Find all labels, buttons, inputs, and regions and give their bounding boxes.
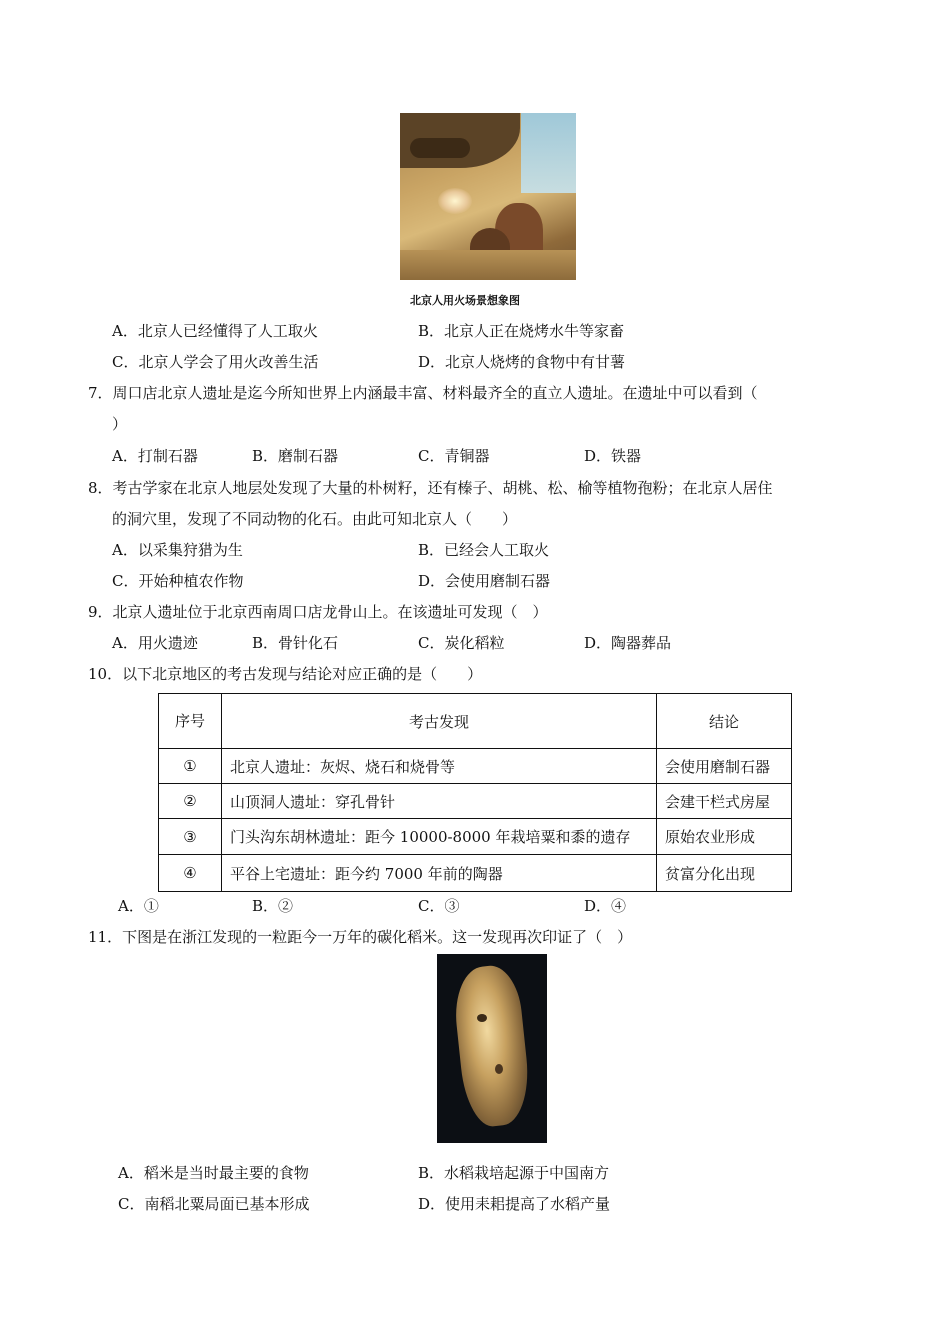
q11-stem: 11．下图是在浙江发现的一粒距今一万年的碳化稻米。这一发现再次印证了（ ） xyxy=(88,928,633,946)
q10-option-b[interactable]: B．② xyxy=(252,897,294,915)
q10-option-a[interactable]: A．① xyxy=(118,897,159,915)
q6-option-a[interactable]: A．北京人已经懂得了人工取火 xyxy=(112,322,318,340)
q11-option-d[interactable]: D．使用耒耜提高了水稻产量 xyxy=(418,1195,611,1213)
q9-option-d[interactable]: D．陶器葬品 xyxy=(584,634,672,652)
q7-stem-cont: ） xyxy=(112,415,128,433)
q10-stem: 10．以下北京地区的考古发现与结论对应正确的是（ ） xyxy=(88,665,483,683)
table-row xyxy=(159,784,792,819)
q11-option-b[interactable]: B．水稻栽培起源于中国南方 xyxy=(418,1164,610,1182)
q7-stem: 7．周口店北京人遗址是迄今所知世界上内涵最丰富、材料最齐全的直立人遗址。在遗址中可以看到（ xyxy=(88,384,758,402)
header-conclusion: 结论 xyxy=(657,694,792,749)
q11-option-c[interactable]: C．南稻北粟局面已基本形成 xyxy=(118,1195,310,1213)
table-row xyxy=(159,749,792,784)
q11-option-a[interactable]: A．稻米是当时最主要的食物 xyxy=(118,1164,309,1182)
q8-option-c[interactable]: C．开始种植农作物 xyxy=(112,572,244,590)
q9-stem: 9．北京人遗址位于北京西南周口店龙骨山上。在该遗址可发现（ ） xyxy=(88,603,548,621)
beijing-man-fire-illustration xyxy=(400,113,576,280)
q7-option-b[interactable]: B．磨制石器 xyxy=(252,447,339,465)
row-conclusion: 原始农业形成 xyxy=(657,819,792,855)
q8-option-d[interactable]: D．会使用磨制石器 xyxy=(418,572,551,590)
row-finding: 山顶洞人遗址：穿孔骨针 xyxy=(222,784,657,819)
carbonized-rice-photo xyxy=(437,954,547,1143)
header-finding: 考古发现 xyxy=(222,694,657,749)
archaeology-table xyxy=(158,693,792,892)
header-no: 序号 xyxy=(159,694,222,749)
row-no: ② xyxy=(159,784,222,819)
q8-stem: 8．考古学家在北京人地层处发现了大量的朴树籽，还有榛子、胡桃、松、榆等植物孢粉；在北京人居住 xyxy=(88,479,773,497)
row-conclusion: 会建干栏式房屋 xyxy=(657,784,792,819)
table-header-row xyxy=(159,694,792,749)
q9-option-b[interactable]: B．骨针化石 xyxy=(252,634,339,652)
row-finding: 平谷上宅遗址：距今约 7000 年前的陶器 xyxy=(222,855,657,892)
q7-option-c[interactable]: C．青铜器 xyxy=(418,447,490,465)
row-no: ① xyxy=(159,749,222,784)
q6-option-b[interactable]: B．北京人正在烧烤水牛等家畜 xyxy=(418,322,625,340)
q10-option-d[interactable]: D．④ xyxy=(584,897,627,915)
q7-option-a[interactable]: A．打制石器 xyxy=(112,447,198,465)
q6-option-c[interactable]: C．北京人学会了用火改善生活 xyxy=(112,353,319,371)
row-no: ③ xyxy=(159,819,222,855)
q8-option-a[interactable]: A．以采集狩猎为生 xyxy=(112,541,243,559)
row-no: ④ xyxy=(159,855,222,892)
row-finding: 北京人遗址：灰烬、烧石和烧骨等 xyxy=(222,749,657,784)
table-row xyxy=(159,819,792,855)
row-conclusion: 会使用磨制石器 xyxy=(657,749,792,784)
q10-option-c[interactable]: C．③ xyxy=(418,897,460,915)
q9-option-c[interactable]: C．炭化稻粒 xyxy=(418,634,505,652)
row-conclusion: 贫富分化出现 xyxy=(657,855,792,892)
table-row xyxy=(159,855,792,892)
q7-option-d[interactable]: D．铁器 xyxy=(584,447,642,465)
figure-caption: 北京人用火场景想象图 xyxy=(410,294,520,307)
q8-option-b[interactable]: B．已经会人工取火 xyxy=(418,541,550,559)
q8-stem-cont: 的洞穴里，发现了不同动物的化石。由此可知北京人（ ） xyxy=(112,510,518,528)
row-finding: 门头沟东胡林遗址：距今 10000-8000 年栽培粟和黍的遗存 xyxy=(222,819,657,855)
q6-option-d[interactable]: D．北京人烧烤的食物中有甘薯 xyxy=(418,353,626,371)
q9-option-a[interactable]: A．用火遗迹 xyxy=(112,634,198,652)
